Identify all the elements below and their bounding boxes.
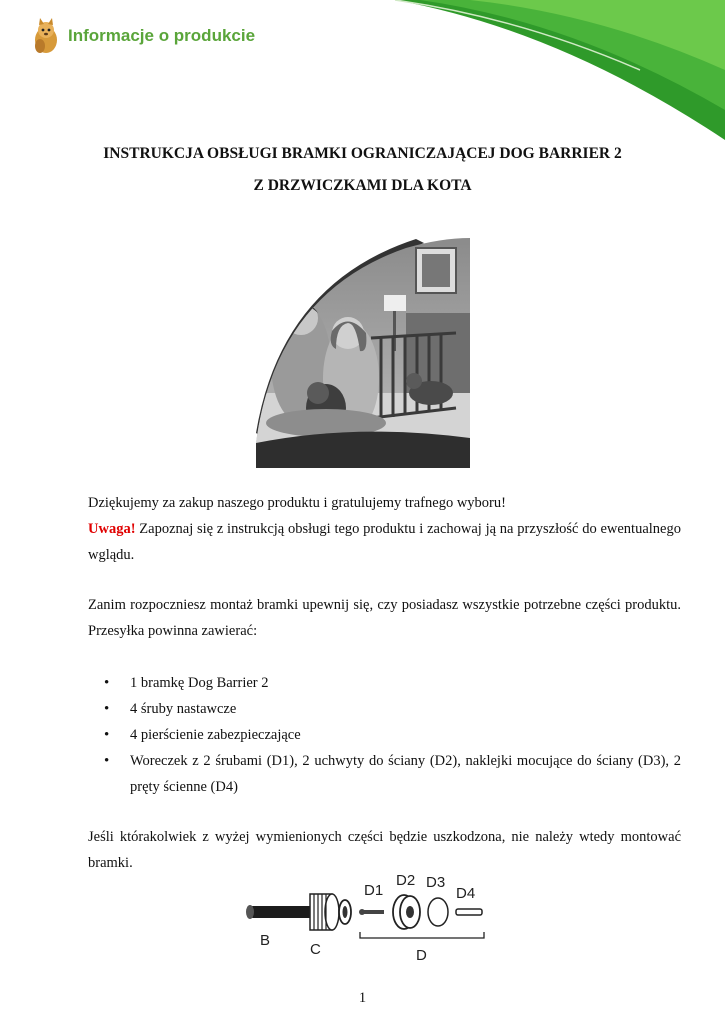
label-c: C bbox=[310, 941, 321, 958]
list-item: • 4 pierścienie zabezpieczające bbox=[88, 722, 681, 748]
list-item: • Woreczek z 2 śrubami (D1), 2 uchwyty do ściany (D2), naklejki mocujące do ściany (D3), 2 pręty ścienne (D4) bbox=[88, 748, 681, 800]
label-d4: D4 bbox=[456, 885, 476, 902]
part-b-rod bbox=[248, 906, 320, 918]
part-d3-sticker bbox=[428, 898, 448, 926]
page-number: 1 bbox=[358, 990, 367, 1006]
thanks-paragraph bbox=[88, 490, 681, 568]
list-item: • 4 śruby nastawcze bbox=[88, 696, 681, 722]
warning-label: Uwaga! bbox=[88, 521, 136, 537]
label-b: B bbox=[260, 932, 271, 949]
brand-label: Informacje o produkcie bbox=[68, 26, 256, 45]
warning-text: Zapoznaj się z instrukcją obsługi tego produktu i zachowaj ją na przyszłość do ewentualnego wglądu. bbox=[88, 521, 681, 563]
label-d3: D3 bbox=[426, 874, 446, 891]
parts-diagram bbox=[240, 868, 490, 968]
cat-dog-logo-icon bbox=[30, 16, 62, 56]
brand bbox=[30, 16, 255, 56]
contents-list bbox=[88, 670, 681, 800]
thanks-text: Dziękujemy za zakup naszego produktu i gratulujemy trafnego wyboru! bbox=[88, 495, 506, 511]
title-line-2: Z DRZWICZKAMI DLA KOTA bbox=[253, 177, 472, 194]
label-d: D bbox=[416, 947, 427, 964]
damage-note: Jeśli którakolwiek z wyżej wymienionych części będzie uszkodzona, nie należy wtedy montować bramki. bbox=[88, 829, 681, 871]
label-d1: D1 bbox=[364, 882, 384, 899]
contents-intro: Zanim rozpoczniesz montaż bramki upewnij się, czy posiadasz wszystkie potrzebne części produktu. Przesyłka powinna zawierać: bbox=[88, 597, 681, 639]
part-d2-holder bbox=[393, 895, 420, 929]
part-c-sleeve bbox=[310, 894, 339, 930]
part-d1-screw bbox=[362, 910, 384, 914]
label-d2: D2 bbox=[396, 872, 416, 889]
part-d4-rod bbox=[456, 909, 482, 915]
product-photo bbox=[256, 233, 470, 468]
list-item: • 1 bramkę Dog Barrier 2 bbox=[88, 670, 681, 696]
title-line-1: INSTRUKCJA OBSŁUGI BRAMKI OGRANICZAJĄCEJ DOG BARRIER 2 bbox=[103, 145, 622, 162]
